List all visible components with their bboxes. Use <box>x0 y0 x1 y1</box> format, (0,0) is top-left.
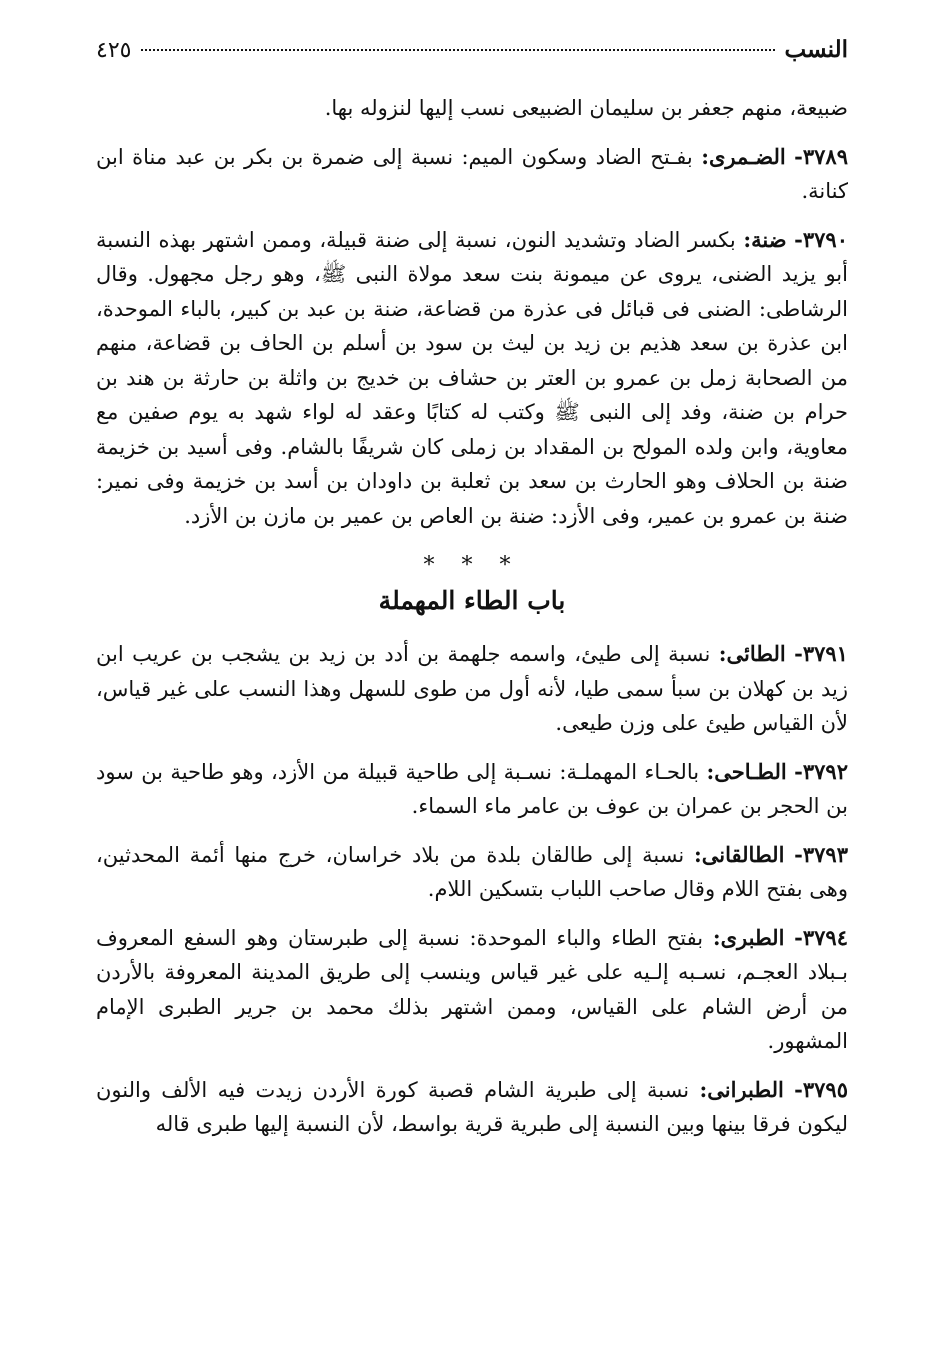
entry-3792 <box>96 755 848 824</box>
entry-3791 <box>96 637 848 741</box>
book-page <box>96 30 848 1156</box>
entry-lemma: الطالقانى: <box>694 841 785 867</box>
entry-lemma: الطـاحى: <box>706 758 787 784</box>
entry-number: ٣٧٩٥- <box>794 1076 848 1102</box>
entry-3794 <box>96 921 848 1059</box>
entry-number: ٣٧٩٤- <box>794 924 848 950</box>
entry-text: نسبة إلى طالقان بلدة من بلاد خراسان، خرج منها أئمة المحدثين، وهى بفتح اللام وقال صاحب اللباب بتسكين اللام. <box>96 842 848 901</box>
entry-text: نسبة إلى طبرية الشام قصبة كورة الأردن زيدت فيه الألف والنون ليكون فرقا بينها وبين النسبة إلى طبرية قرية بواسط، لأن النسبة إليها طبرى قاله <box>96 1077 848 1136</box>
entry-number: ٣٧٩٣- <box>794 841 848 867</box>
entry-number: ٣٧٨٩- <box>794 143 848 169</box>
entry-lemma: الطائى: <box>718 641 786 666</box>
entry-3790 <box>96 223 848 534</box>
page-header <box>96 30 848 71</box>
entry-text: بفـتح الضاد وسكون الميم: نسبة إلى ضمرة بن بكر بن عبد مناة ابن كنانة. <box>96 144 848 203</box>
entry-number: ٣٧٩١- <box>794 641 848 666</box>
entry-3795 <box>96 1073 848 1142</box>
entry-3793 <box>96 838 848 907</box>
entry-lemma: الضـمرى: <box>701 143 786 169</box>
paragraph-text: ضبيعة، منهم جعفر بن سليمان الضبيعى نسب إليها لنزوله بها. <box>324 96 848 120</box>
entry-lemma: الطبرانى: <box>699 1076 784 1102</box>
section-ornament: * * * <box>423 553 521 578</box>
entry-text: نسبة إلى طيئ، واسمه جلهمة بن أدد بن زيد بن يشجب بن عريب ابن زيد بن كهلان بن سبأ سمى طيا، لأنه أول من طوى للسهل وهذا النسب على غير قياس، لأن القياس طيئ على وزن طيعى. <box>96 642 848 735</box>
entry-number: ٣٧٩٠- <box>794 226 848 252</box>
running-title: النسب <box>784 36 848 63</box>
entry-lemma: ضنة: <box>743 226 787 252</box>
section-title: باب الطاء المهملة <box>378 586 566 615</box>
entry-text: بالحـاء المهملـة: نسـبة إلى طاحية قبيلة من الأزد، وهو طاحية بن سود بن الحجر بن عمران بن عوف بن عامر ماء السماء. <box>96 759 848 818</box>
paragraph-continuation <box>96 91 848 126</box>
entry-number: ٣٧٩٢- <box>794 758 848 784</box>
entry-lemma: الطبرى: <box>712 924 785 950</box>
entry-text: بكسر الضاد وتشديد النون، نسبة إلى ضنة قبيلة، وممن اشتهر بهذه النسبة أبو يزيد الضنى، يروى عن ميمونة بنت سعد مولاة النبى ﷺ، وهو رجل مجهول. وقال الرشاطى: الضنى فى قبائل فى عذرة من قضاعة، ضنة بن عبد بن كبير، بالباء الموحدة، ابن عذرة بن سعد هذيم بن زيد بن ليث بن سود بن أسلم بن الحاف بن قضاعة، منهم من الصحابة زمل بن عمرو بن العتر بن حشاف بن خديج بن واثلة بن حارثة بن هند بن حرام بن ضنة، وفد إلى النبى ﷺ وكتب له كتابًا وعقد له لواء شهد به يوم صفين مع معاوية، وابن ولده المولح بن المقداد بن زملى كان شريفًا بالشام. وفى أسيد بن خزيمة ضنة بن الحلاف وهو الحارث بن سعد بن ثعلبة بن داودان بن أسد بن خزيمة وفى نمير: ضنة بن عمرو بن عمير، وفى الأزد: ضنة بن العاص بن عمير بن مازن بن الأزد. <box>96 227 848 528</box>
entry-3789 <box>96 140 848 209</box>
leader-dots <box>141 49 774 51</box>
page-number: ٤٢٥ <box>96 38 132 63</box>
entry-text: بفتح الطاء والباء الموحدة: نسبة إلى طبرستان وهو السفع المعروف بـبلاد العجـم، نسـبه إلـيه على غير قياس وينسب إلى طريق المدينة المعروفة بالأردن من أرض الشام على القياس، وممن اشتهر بذلك محمد بن جرير الطبرى الإمام المشهور. <box>96 925 848 1053</box>
